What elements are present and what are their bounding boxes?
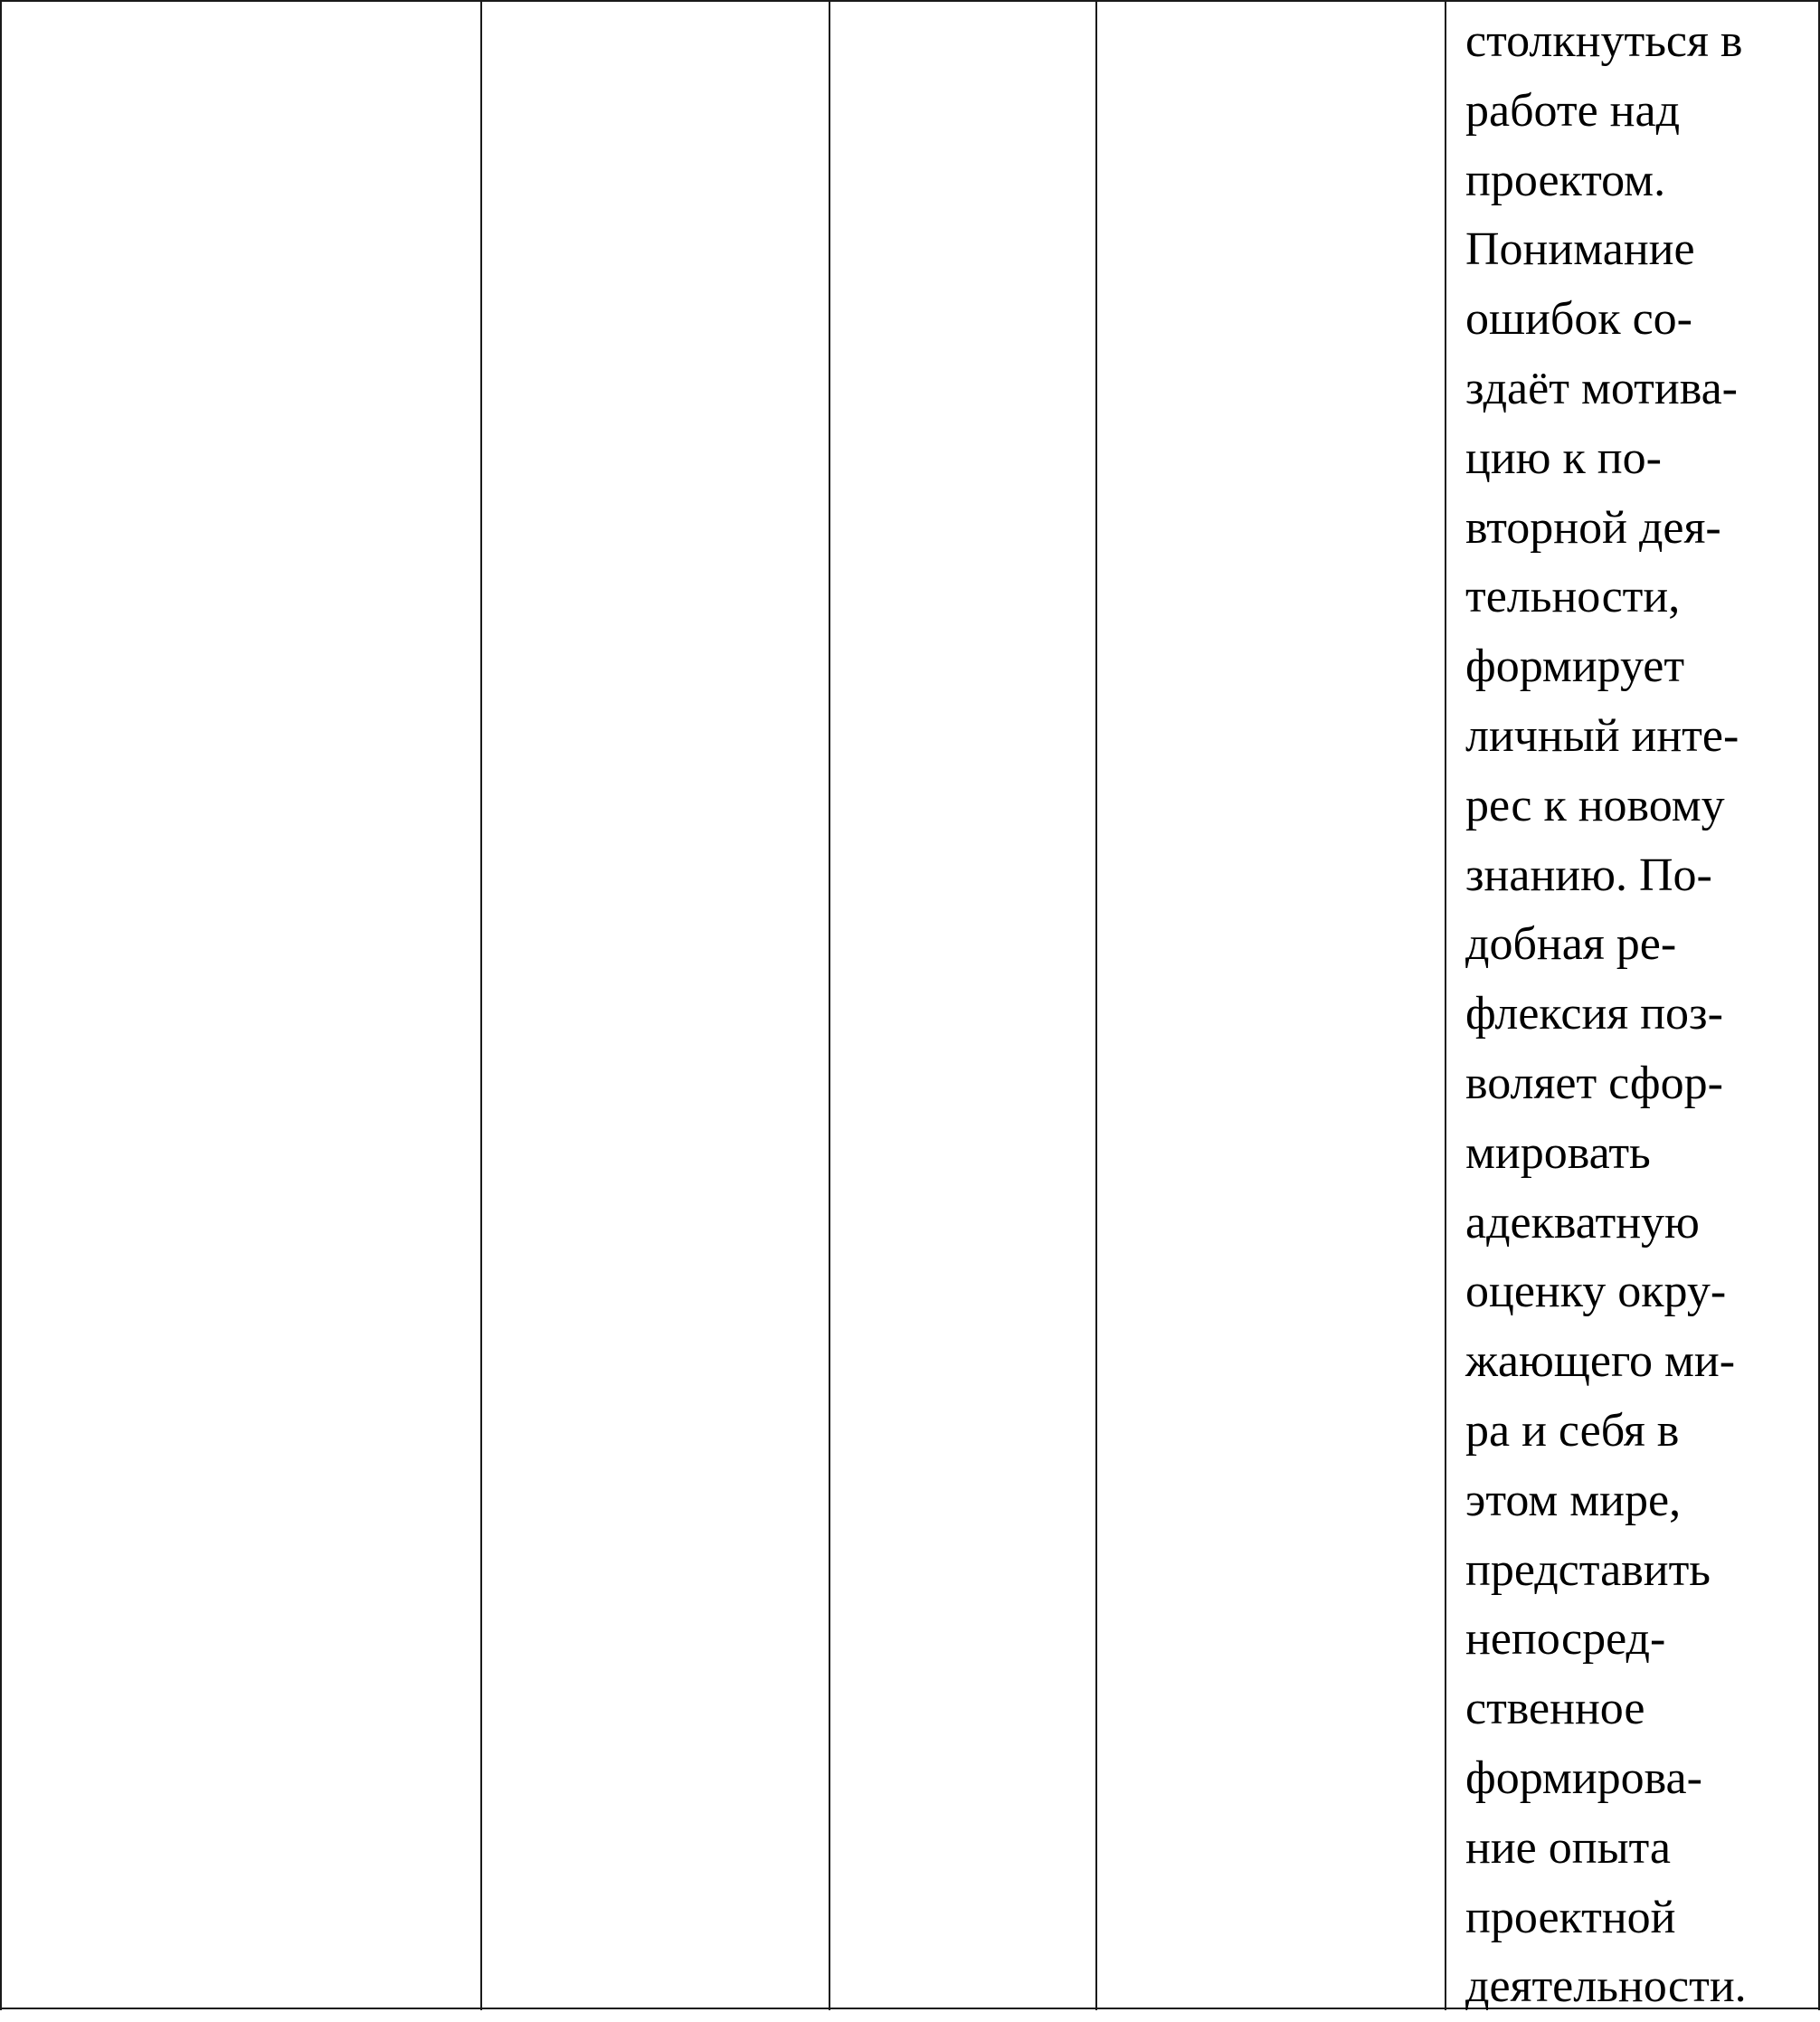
text-line: жающего ми- bbox=[1465, 1335, 1736, 1388]
text-line: формирует bbox=[1465, 641, 1685, 693]
text-line: представить bbox=[1465, 1543, 1711, 1596]
text-line: тельности, bbox=[1465, 571, 1681, 623]
text-line: мировать bbox=[1465, 1126, 1651, 1179]
text-line: адекватную bbox=[1465, 1196, 1700, 1248]
text-line: проектом. bbox=[1465, 154, 1666, 206]
text-line: работе над bbox=[1465, 84, 1681, 137]
column-divider-1 bbox=[480, 0, 482, 2010]
text-line: личный инте- bbox=[1465, 709, 1739, 762]
column-divider-4 bbox=[1445, 0, 1446, 2010]
text-line: столкнуться в bbox=[1465, 15, 1743, 67]
text-line: формирова- bbox=[1465, 1751, 1702, 1804]
text-line: Понимание bbox=[1465, 223, 1695, 276]
text-line: воляет сфор- bbox=[1465, 1057, 1723, 1109]
text-line: вторной дея- bbox=[1465, 501, 1721, 554]
text-line: ние опыта bbox=[1465, 1821, 1671, 1874]
table-left-border bbox=[0, 0, 2, 2010]
text-line: рес к новому bbox=[1465, 779, 1725, 831]
text-line: ошибок со- bbox=[1465, 293, 1692, 346]
text-line: ра и себя в bbox=[1465, 1404, 1680, 1457]
text-line: непосред- bbox=[1465, 1613, 1666, 1666]
table-top-border bbox=[0, 0, 1820, 2]
text-line: знанию. По- bbox=[1465, 849, 1712, 901]
text-line: ственное bbox=[1465, 1683, 1645, 1735]
column-divider-3 bbox=[1095, 0, 1097, 2010]
text-line: оценку окру- bbox=[1465, 1266, 1727, 1318]
text-line: деятельности. bbox=[1465, 1960, 1747, 2013]
column-divider-2 bbox=[829, 0, 830, 2010]
text-line: флексия поз- bbox=[1465, 988, 1723, 1040]
text-line: добная ре- bbox=[1465, 918, 1677, 971]
text-line: цию к по- bbox=[1465, 432, 1662, 484]
text-line: проектной bbox=[1465, 1891, 1676, 1943]
table-cell-text bbox=[1465, 7, 1816, 2022]
text-line: этом мире, bbox=[1465, 1474, 1682, 1526]
text-line: здаёт мотива- bbox=[1465, 362, 1738, 414]
